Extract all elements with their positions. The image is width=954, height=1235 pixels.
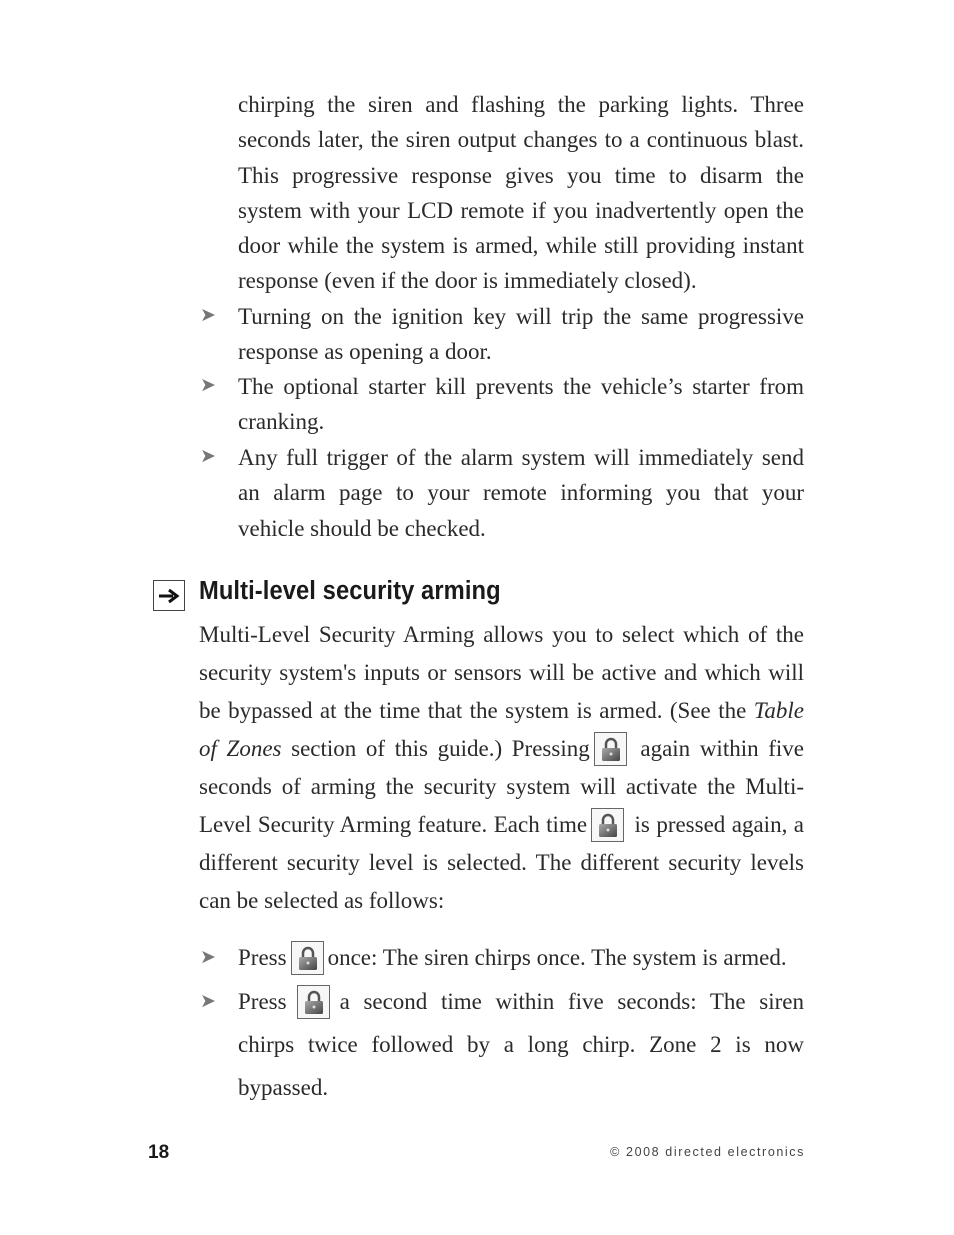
arrow-right-icon [153, 580, 185, 611]
continued-paragraph: chirping the siren and flashing the parking lights. Three seconds later, the siren output changes to a continuous blast. This progressive response gives you time to disarm the system with your LCD remote if you inadvertently open the door while the system is armed, while still providing instant response (even if the door is immediately closed). [238, 92, 804, 294]
section-body [199, 616, 804, 920]
lock-icon [297, 985, 330, 1019]
bullet-text: a second time within five seconds: The siren chirps twice followed by a long chirp. Zone 2 is now bypassed. [238, 989, 804, 1100]
bullet-item: Any full trigger of the alarm system will immediately send an alarm page to your remote informing you that your vehicle should be checked. [238, 445, 804, 541]
section-text: section of this guide.) Pressing [281, 736, 590, 761]
lock-icon [291, 941, 324, 975]
bullet-marker: ➤ [200, 947, 216, 968]
section-title: Multi-level security arming [199, 577, 501, 605]
bullet-marker: ➤ [200, 446, 216, 467]
bullet-marker: ➤ [200, 991, 216, 1012]
bullet-item: The optional starter kill prevents the vehicle’s starter from cranking. [238, 374, 804, 435]
section-text: again within five seconds of arming the security system will activate the Multi-Level Security Arming feature. Each time [199, 736, 804, 837]
bullet-item [238, 980, 804, 1109]
bullet-item: Turning on the ignition key will trip the same progressive response as opening a door. [238, 304, 804, 365]
bullet-marker: ➤ [200, 375, 216, 396]
page-number: 18 [148, 1142, 170, 1163]
bullet-text: once: The siren chirps once. The system is armed. [327, 945, 787, 970]
bullet-marker: ➤ [200, 305, 216, 326]
bullet-press: Press [238, 989, 287, 1014]
section-text: Multi-Level Security Arming allows you to select which of the security system's inputs or sensors will be active and which will be bypassed at the time that the system is armed. (See the [199, 622, 804, 723]
copyright: © 2008 directed electronics [610, 1145, 805, 1159]
bullet-press: Press [238, 945, 287, 970]
bullet-item [238, 936, 804, 979]
lock-icon [594, 732, 627, 766]
section-text: is pressed again, a different security level is selected. The different security levels can be selected as follows: [199, 812, 804, 913]
section-text-italic: Table of Zones [199, 698, 804, 761]
lock-icon [591, 808, 624, 842]
